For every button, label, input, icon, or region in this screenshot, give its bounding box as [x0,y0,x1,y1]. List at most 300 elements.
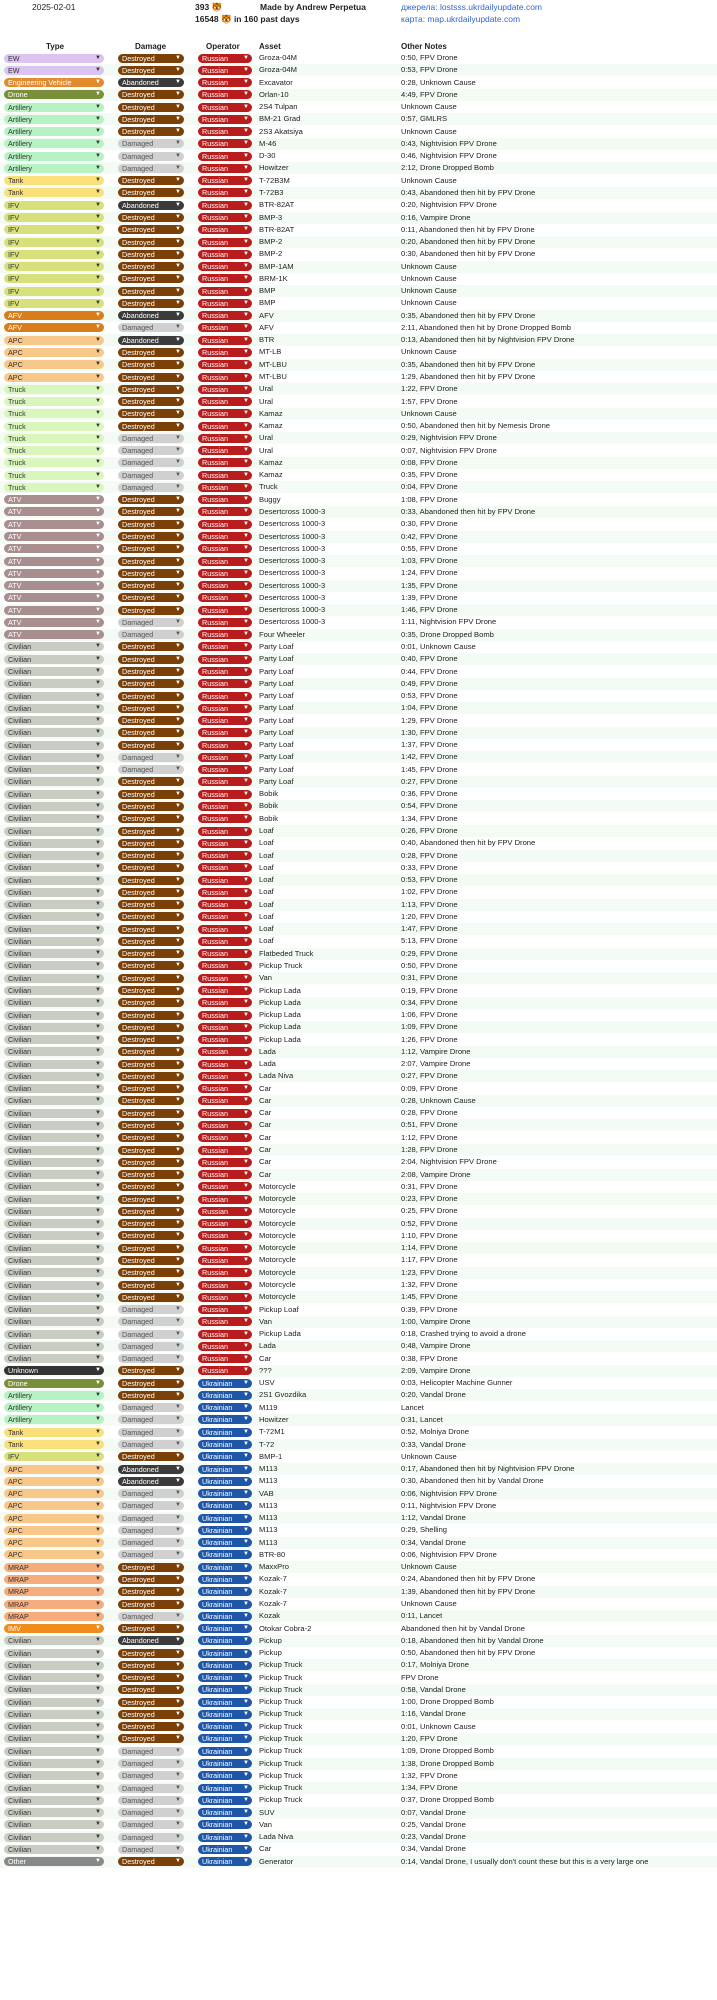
type-dropdown[interactable] [4,1415,104,1424]
type-dropdown[interactable] [4,1195,104,1204]
operator-dropdown[interactable] [198,1575,252,1584]
type-dropdown[interactable] [4,1072,104,1081]
operator-dropdown[interactable] [198,1170,252,1179]
operator-dropdown[interactable] [198,311,252,320]
operator-dropdown[interactable] [198,765,252,774]
damage-dropdown[interactable] [118,520,184,529]
damage-dropdown[interactable] [118,78,184,87]
damage-dropdown[interactable] [118,213,184,222]
type-dropdown[interactable] [4,1575,104,1584]
operator-dropdown[interactable] [198,373,252,382]
operator-dropdown[interactable] [198,1256,252,1265]
operator-dropdown[interactable] [198,1465,252,1474]
damage-dropdown[interactable] [118,483,184,492]
operator-dropdown[interactable] [198,1366,252,1375]
map-link[interactable]: карта: map.ukrdailyupdate.com [401,14,521,24]
operator-dropdown[interactable] [198,1293,252,1302]
operator-dropdown[interactable] [198,1710,252,1719]
operator-dropdown[interactable] [198,1440,252,1449]
operator-dropdown[interactable] [198,1415,252,1424]
operator-dropdown[interactable] [198,1649,252,1658]
damage-dropdown[interactable] [118,54,184,63]
type-dropdown[interactable] [4,1820,104,1829]
type-dropdown[interactable] [4,139,104,148]
type-dropdown[interactable] [4,679,104,688]
damage-dropdown[interactable] [118,1305,184,1314]
operator-dropdown[interactable] [198,78,252,87]
operator-dropdown[interactable] [198,827,252,836]
operator-dropdown[interactable] [198,937,252,946]
damage-dropdown[interactable] [118,777,184,786]
type-dropdown[interactable] [4,692,104,701]
operator-dropdown[interactable] [198,704,252,713]
type-dropdown[interactable] [4,1219,104,1228]
operator-dropdown[interactable] [198,949,252,958]
operator-dropdown[interactable] [198,888,252,897]
damage-dropdown[interactable] [118,974,184,983]
operator-dropdown[interactable] [198,839,252,848]
operator-dropdown[interactable] [198,1281,252,1290]
type-dropdown[interactable] [4,1538,104,1547]
type-dropdown[interactable] [4,1600,104,1609]
type-dropdown[interactable] [4,127,104,136]
operator-dropdown[interactable] [198,557,252,566]
damage-dropdown[interactable] [118,888,184,897]
type-dropdown[interactable] [4,1759,104,1768]
operator-dropdown[interactable] [198,1146,252,1155]
type-dropdown[interactable] [4,115,104,124]
damage-dropdown[interactable] [118,716,184,725]
damage-dropdown[interactable] [118,1845,184,1854]
operator-dropdown[interactable] [198,900,252,909]
type-dropdown[interactable] [4,1465,104,1474]
damage-dropdown[interactable] [118,323,184,332]
type-dropdown[interactable] [4,238,104,247]
type-dropdown[interactable] [4,360,104,369]
damage-dropdown[interactable] [118,250,184,259]
damage-dropdown[interactable] [118,1231,184,1240]
operator-dropdown[interactable] [198,863,252,872]
damage-dropdown[interactable] [118,495,184,504]
operator-dropdown[interactable] [198,1035,252,1044]
type-dropdown[interactable] [4,434,104,443]
operator-dropdown[interactable] [198,1538,252,1547]
operator-dropdown[interactable] [198,1072,252,1081]
type-dropdown[interactable] [4,1121,104,1130]
type-dropdown[interactable] [4,1281,104,1290]
operator-dropdown[interactable] [198,1133,252,1142]
damage-dropdown[interactable] [118,1182,184,1191]
type-dropdown[interactable] [4,777,104,786]
damage-dropdown[interactable] [118,1317,184,1326]
damage-dropdown[interactable] [118,704,184,713]
damage-dropdown[interactable] [118,1403,184,1412]
operator-dropdown[interactable] [198,1047,252,1056]
type-dropdown[interactable] [4,630,104,639]
type-dropdown[interactable] [4,569,104,578]
damage-dropdown[interactable] [118,1563,184,1572]
damage-dropdown[interactable] [118,753,184,762]
damage-dropdown[interactable] [118,1072,184,1081]
type-dropdown[interactable] [4,1624,104,1633]
operator-dropdown[interactable] [198,1244,252,1253]
type-dropdown[interactable] [4,385,104,394]
operator-dropdown[interactable] [198,876,252,885]
damage-dropdown[interactable] [118,1747,184,1756]
type-dropdown[interactable] [4,1698,104,1707]
operator-dropdown[interactable] [198,1685,252,1694]
operator-dropdown[interactable] [198,115,252,124]
operator-dropdown[interactable] [198,1833,252,1842]
damage-dropdown[interactable] [118,287,184,296]
type-dropdown[interactable] [4,900,104,909]
damage-dropdown[interactable] [118,1600,184,1609]
operator-dropdown[interactable] [198,777,252,786]
operator-dropdown[interactable] [198,250,252,259]
damage-dropdown[interactable] [118,1538,184,1547]
damage-dropdown[interactable] [118,1636,184,1645]
damage-dropdown[interactable] [118,986,184,995]
operator-dropdown[interactable] [198,851,252,860]
operator-dropdown[interactable] [198,176,252,185]
damage-dropdown[interactable] [118,274,184,283]
damage-dropdown[interactable] [118,1501,184,1510]
type-dropdown[interactable] [4,1366,104,1375]
operator-dropdown[interactable] [198,1563,252,1572]
operator-dropdown[interactable] [198,1550,252,1559]
damage-dropdown[interactable] [118,1035,184,1044]
operator-dropdown[interactable] [198,287,252,296]
damage-dropdown[interactable] [118,1759,184,1768]
operator-dropdown[interactable] [198,409,252,418]
type-dropdown[interactable] [4,765,104,774]
type-dropdown[interactable] [4,814,104,823]
type-dropdown[interactable] [4,998,104,1007]
operator-dropdown[interactable] [198,1158,252,1167]
type-dropdown[interactable] [4,1133,104,1142]
operator-dropdown[interactable] [198,495,252,504]
operator-dropdown[interactable] [198,483,252,492]
type-dropdown[interactable] [4,1710,104,1719]
type-dropdown[interactable] [4,1084,104,1093]
damage-dropdown[interactable] [118,1047,184,1056]
operator-dropdown[interactable] [198,912,252,921]
operator-dropdown[interactable] [198,1354,252,1363]
type-dropdown[interactable] [4,839,104,848]
damage-dropdown[interactable] [118,1207,184,1216]
type-dropdown[interactable] [4,741,104,750]
type-dropdown[interactable] [4,336,104,345]
damage-dropdown[interactable] [118,1820,184,1829]
damage-dropdown[interactable] [118,1170,184,1179]
operator-dropdown[interactable] [198,1477,252,1486]
operator-dropdown[interactable] [198,1808,252,1817]
type-dropdown[interactable] [4,274,104,283]
damage-dropdown[interactable] [118,1526,184,1535]
type-dropdown[interactable] [4,323,104,332]
type-dropdown[interactable] [4,1452,104,1461]
operator-dropdown[interactable] [198,139,252,148]
type-dropdown[interactable] [4,1293,104,1302]
damage-dropdown[interactable] [118,1256,184,1265]
damage-dropdown[interactable] [118,1440,184,1449]
damage-dropdown[interactable] [118,1649,184,1658]
damage-dropdown[interactable] [118,1808,184,1817]
damage-dropdown[interactable] [118,360,184,369]
operator-dropdown[interactable] [198,728,252,737]
damage-dropdown[interactable] [118,1084,184,1093]
operator-dropdown[interactable] [198,238,252,247]
damage-dropdown[interactable] [118,630,184,639]
operator-dropdown[interactable] [198,1231,252,1240]
operator-dropdown[interactable] [198,1698,252,1707]
damage-dropdown[interactable] [118,1624,184,1633]
operator-dropdown[interactable] [198,422,252,431]
operator-dropdown[interactable] [198,1587,252,1596]
type-dropdown[interactable] [4,888,104,897]
damage-dropdown[interactable] [118,1379,184,1388]
type-dropdown[interactable] [4,507,104,516]
operator-dropdown[interactable] [198,716,252,725]
damage-dropdown[interactable] [118,1587,184,1596]
type-dropdown[interactable] [4,1661,104,1670]
type-dropdown[interactable] [4,1673,104,1682]
operator-dropdown[interactable] [198,1734,252,1743]
damage-dropdown[interactable] [118,115,184,124]
type-dropdown[interactable] [4,262,104,271]
type-dropdown[interactable] [4,753,104,762]
type-dropdown[interactable] [4,1244,104,1253]
damage-dropdown[interactable] [118,1023,184,1032]
damage-dropdown[interactable] [118,446,184,455]
type-dropdown[interactable] [4,1649,104,1658]
type-dropdown[interactable] [4,1501,104,1510]
damage-dropdown[interactable] [118,593,184,602]
operator-dropdown[interactable] [198,458,252,467]
type-dropdown[interactable] [4,1489,104,1498]
damage-dropdown[interactable] [118,1710,184,1719]
damage-dropdown[interactable] [118,949,184,958]
type-dropdown[interactable] [4,1146,104,1155]
type-dropdown[interactable] [4,961,104,970]
operator-dropdown[interactable] [198,225,252,234]
source-link[interactable]: джерела: lostsss.ukrdailyupdate.com [401,2,543,12]
type-dropdown[interactable] [4,1440,104,1449]
type-dropdown[interactable] [4,90,104,99]
type-dropdown[interactable] [4,1182,104,1191]
damage-dropdown[interactable] [118,238,184,247]
operator-dropdown[interactable] [198,581,252,590]
damage-dropdown[interactable] [118,814,184,823]
type-dropdown[interactable] [4,802,104,811]
type-dropdown[interactable] [4,1833,104,1842]
operator-dropdown[interactable] [198,1526,252,1535]
damage-dropdown[interactable] [118,1415,184,1424]
damage-dropdown[interactable] [118,434,184,443]
type-dropdown[interactable] [4,373,104,382]
operator-dropdown[interactable] [198,299,252,308]
type-dropdown[interactable] [4,1109,104,1118]
operator-dropdown[interactable] [198,348,252,357]
operator-dropdown[interactable] [198,974,252,983]
damage-dropdown[interactable] [118,642,184,651]
operator-dropdown[interactable] [198,1391,252,1400]
operator-dropdown[interactable] [198,1624,252,1633]
damage-dropdown[interactable] [118,176,184,185]
operator-dropdown[interactable] [198,679,252,688]
type-dropdown[interactable] [4,299,104,308]
damage-dropdown[interactable] [118,139,184,148]
operator-dropdown[interactable] [198,188,252,197]
operator-dropdown[interactable] [198,1379,252,1388]
type-dropdown[interactable] [4,667,104,676]
operator-dropdown[interactable] [198,1121,252,1130]
type-dropdown[interactable] [4,176,104,185]
type-dropdown[interactable] [4,876,104,885]
operator-dropdown[interactable] [198,1489,252,1498]
type-dropdown[interactable] [4,1158,104,1167]
damage-dropdown[interactable] [118,1734,184,1743]
operator-dropdown[interactable] [198,1011,252,1020]
damage-dropdown[interactable] [118,471,184,480]
operator-dropdown[interactable] [198,753,252,762]
damage-dropdown[interactable] [118,397,184,406]
type-dropdown[interactable] [4,1047,104,1056]
type-dropdown[interactable] [4,483,104,492]
type-dropdown[interactable] [4,1035,104,1044]
type-dropdown[interactable] [4,1587,104,1596]
damage-dropdown[interactable] [118,127,184,136]
operator-dropdown[interactable] [198,520,252,529]
type-dropdown[interactable] [4,422,104,431]
damage-dropdown[interactable] [118,1452,184,1461]
damage-dropdown[interactable] [118,1722,184,1731]
type-dropdown[interactable] [4,1808,104,1817]
type-dropdown[interactable] [4,458,104,467]
damage-dropdown[interactable] [118,863,184,872]
operator-dropdown[interactable] [198,925,252,934]
type-dropdown[interactable] [4,1685,104,1694]
type-dropdown[interactable] [4,1734,104,1743]
type-dropdown[interactable] [4,581,104,590]
damage-dropdown[interactable] [118,606,184,615]
type-dropdown[interactable] [4,1722,104,1731]
operator-dropdown[interactable] [198,397,252,406]
operator-dropdown[interactable] [198,1403,252,1412]
operator-dropdown[interactable] [198,90,252,99]
damage-dropdown[interactable] [118,422,184,431]
operator-dropdown[interactable] [198,152,252,161]
damage-dropdown[interactable] [118,1244,184,1253]
type-dropdown[interactable] [4,557,104,566]
type-dropdown[interactable] [4,1526,104,1535]
damage-dropdown[interactable] [118,348,184,357]
type-dropdown[interactable] [4,716,104,725]
type-dropdown[interactable] [4,520,104,529]
operator-dropdown[interactable] [198,692,252,701]
operator-dropdown[interactable] [198,1722,252,1731]
damage-dropdown[interactable] [118,790,184,799]
operator-dropdown[interactable] [198,1207,252,1216]
type-dropdown[interactable] [4,213,104,222]
damage-dropdown[interactable] [118,299,184,308]
operator-dropdown[interactable] [198,1330,252,1339]
operator-dropdown[interactable] [198,1784,252,1793]
type-dropdown[interactable] [4,1379,104,1388]
operator-dropdown[interactable] [198,618,252,627]
operator-dropdown[interactable] [198,446,252,455]
operator-dropdown[interactable] [198,1796,252,1805]
damage-dropdown[interactable] [118,1550,184,1559]
type-dropdown[interactable] [4,201,104,210]
damage-dropdown[interactable] [118,1146,184,1155]
operator-dropdown[interactable] [198,213,252,222]
damage-dropdown[interactable] [118,618,184,627]
operator-dropdown[interactable] [198,127,252,136]
operator-dropdown[interactable] [198,1452,252,1461]
type-dropdown[interactable] [4,1477,104,1486]
type-dropdown[interactable] [4,495,104,504]
damage-dropdown[interactable] [118,1465,184,1474]
operator-dropdown[interactable] [198,1342,252,1351]
damage-dropdown[interactable] [118,569,184,578]
damage-dropdown[interactable] [118,336,184,345]
type-dropdown[interactable] [4,593,104,602]
type-dropdown[interactable] [4,704,104,713]
operator-dropdown[interactable] [198,741,252,750]
damage-dropdown[interactable] [118,1612,184,1621]
damage-dropdown[interactable] [118,1833,184,1842]
type-dropdown[interactable] [4,1428,104,1437]
operator-dropdown[interactable] [198,814,252,823]
damage-dropdown[interactable] [118,1342,184,1351]
type-dropdown[interactable] [4,1170,104,1179]
damage-dropdown[interactable] [118,1096,184,1105]
damage-dropdown[interactable] [118,458,184,467]
damage-dropdown[interactable] [118,900,184,909]
operator-dropdown[interactable] [198,593,252,602]
type-dropdown[interactable] [4,1354,104,1363]
operator-dropdown[interactable] [198,1857,252,1866]
type-dropdown[interactable] [4,1747,104,1756]
operator-dropdown[interactable] [198,961,252,970]
type-dropdown[interactable] [4,974,104,983]
type-dropdown[interactable] [4,225,104,234]
type-dropdown[interactable] [4,188,104,197]
damage-dropdown[interactable] [118,1330,184,1339]
operator-dropdown[interactable] [198,360,252,369]
type-dropdown[interactable] [4,1305,104,1314]
type-dropdown[interactable] [4,925,104,934]
type-dropdown[interactable] [4,618,104,627]
type-dropdown[interactable] [4,66,104,75]
damage-dropdown[interactable] [118,1109,184,1118]
damage-dropdown[interactable] [118,262,184,271]
type-dropdown[interactable] [4,1330,104,1339]
operator-dropdown[interactable] [198,262,252,271]
damage-dropdown[interactable] [118,188,184,197]
operator-dropdown[interactable] [198,1195,252,1204]
type-dropdown[interactable] [4,103,104,112]
damage-dropdown[interactable] [118,373,184,382]
damage-dropdown[interactable] [118,409,184,418]
operator-dropdown[interactable] [198,1182,252,1191]
operator-dropdown[interactable] [198,434,252,443]
damage-dropdown[interactable] [118,741,184,750]
operator-dropdown[interactable] [198,274,252,283]
type-dropdown[interactable] [4,642,104,651]
type-dropdown[interactable] [4,728,104,737]
